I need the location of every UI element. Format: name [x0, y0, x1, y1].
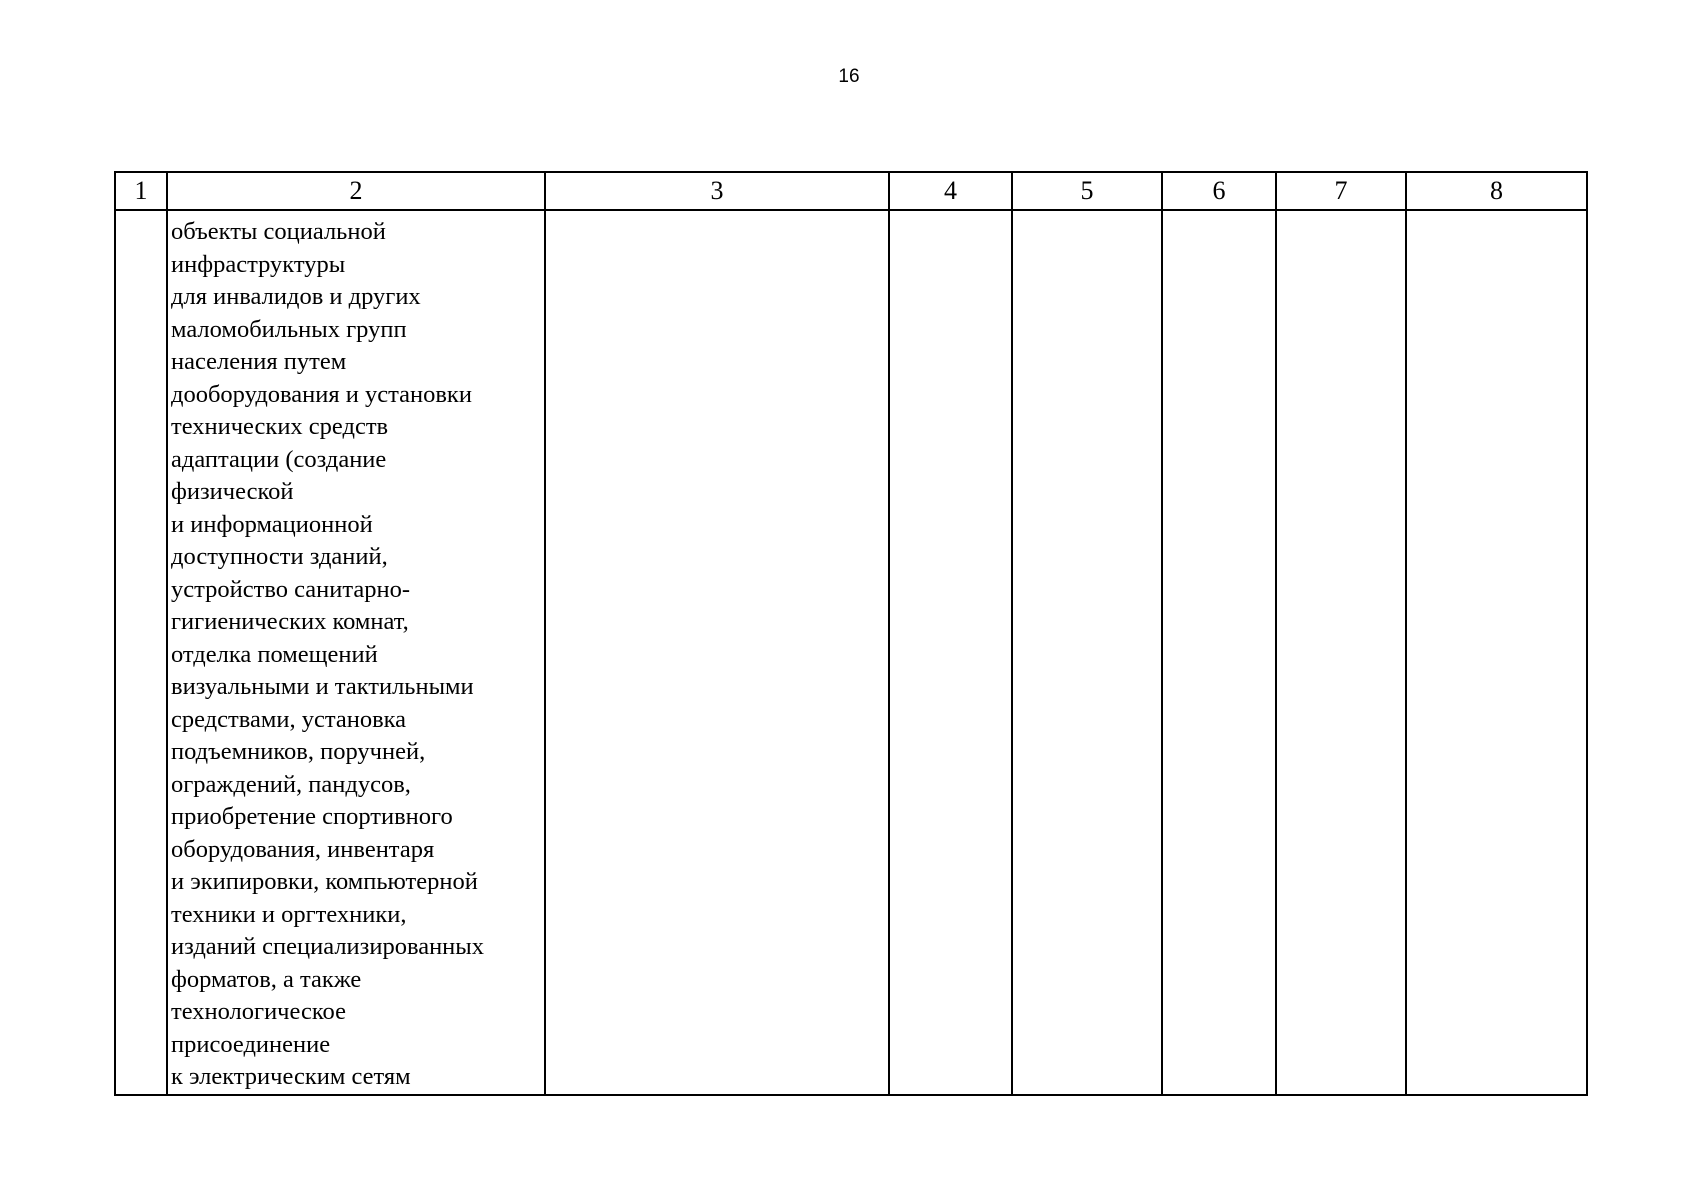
- cell-text-line: устройство санитарно-: [171, 575, 411, 603]
- cell-text-line: присоединение: [171, 1030, 331, 1058]
- cell-text-line: визуальными и тактильными: [171, 673, 474, 700]
- column-header-8: 8: [1406, 172, 1587, 210]
- cell-col-3: [545, 210, 889, 1095]
- cell-text-line: объекты социальной: [171, 218, 386, 245]
- document-table-wrapper: [114, 171, 1586, 1096]
- cell-text-line: доступности зданий,: [171, 543, 388, 570]
- column-header-5: 5: [1012, 172, 1162, 210]
- header-row: [115, 172, 1587, 210]
- cell-text-line: отделка помещений: [171, 640, 378, 668]
- document-table: [114, 171, 1588, 1096]
- column-header-4: 4: [889, 172, 1012, 210]
- cell-text-line: технических средств: [171, 413, 389, 440]
- cell-text-line: к электрическим сетям: [171, 1063, 411, 1090]
- cell-col-1: [115, 210, 167, 1095]
- cell-text-line: технологическое: [171, 998, 346, 1025]
- cell-col-4: [889, 210, 1012, 1095]
- cell-text-line: изданий специализированных: [171, 933, 484, 960]
- cell-col-8: [1406, 210, 1587, 1095]
- cell-text-line: физической: [171, 478, 294, 505]
- cell-text-line: маломобильных групп: [171, 315, 407, 343]
- cell-text-line: ограждений, пандусов,: [171, 770, 411, 798]
- column-header-7: 7: [1276, 172, 1406, 210]
- cell-text-line: и экипировки, компьютерной: [171, 868, 478, 895]
- cell-text-line: и информационной: [171, 510, 373, 538]
- cell-text-line: подъемников, поручней,: [171, 738, 426, 765]
- cell-text-line: средствами, установка: [171, 705, 407, 733]
- page-number: 16: [838, 66, 860, 87]
- cell-text-line: адаптации (создание: [171, 445, 387, 473]
- cell-text-line: для инвалидов и других: [171, 283, 421, 310]
- cell-text-line: приобретение спортивного: [171, 803, 453, 830]
- cell-text-line: гигиенических комнат,: [171, 608, 409, 635]
- cell-text-line: населения путем: [171, 348, 347, 375]
- cell-text-line: форматов, а также: [171, 965, 362, 993]
- column-header-2: 2: [167, 172, 545, 210]
- cell-text-line: инфраструктуры: [171, 250, 346, 278]
- column-header-6: 6: [1162, 172, 1276, 210]
- cell-col-7: [1276, 210, 1406, 1095]
- cell-text-line: дооборудования и установки: [171, 380, 472, 408]
- cell-col-6: [1162, 210, 1276, 1095]
- cell-col-2: [167, 210, 545, 1095]
- cell-col-2-text: [168, 211, 544, 1094]
- table-row: [115, 210, 1587, 1095]
- cell-text-line: техники и оргтехники,: [171, 900, 407, 928]
- column-header-3: 3: [545, 172, 889, 210]
- column-header-1: 1: [115, 172, 167, 210]
- cell-col-5: [1012, 210, 1162, 1095]
- cell-text-line: оборудования, инвентаря: [171, 835, 435, 863]
